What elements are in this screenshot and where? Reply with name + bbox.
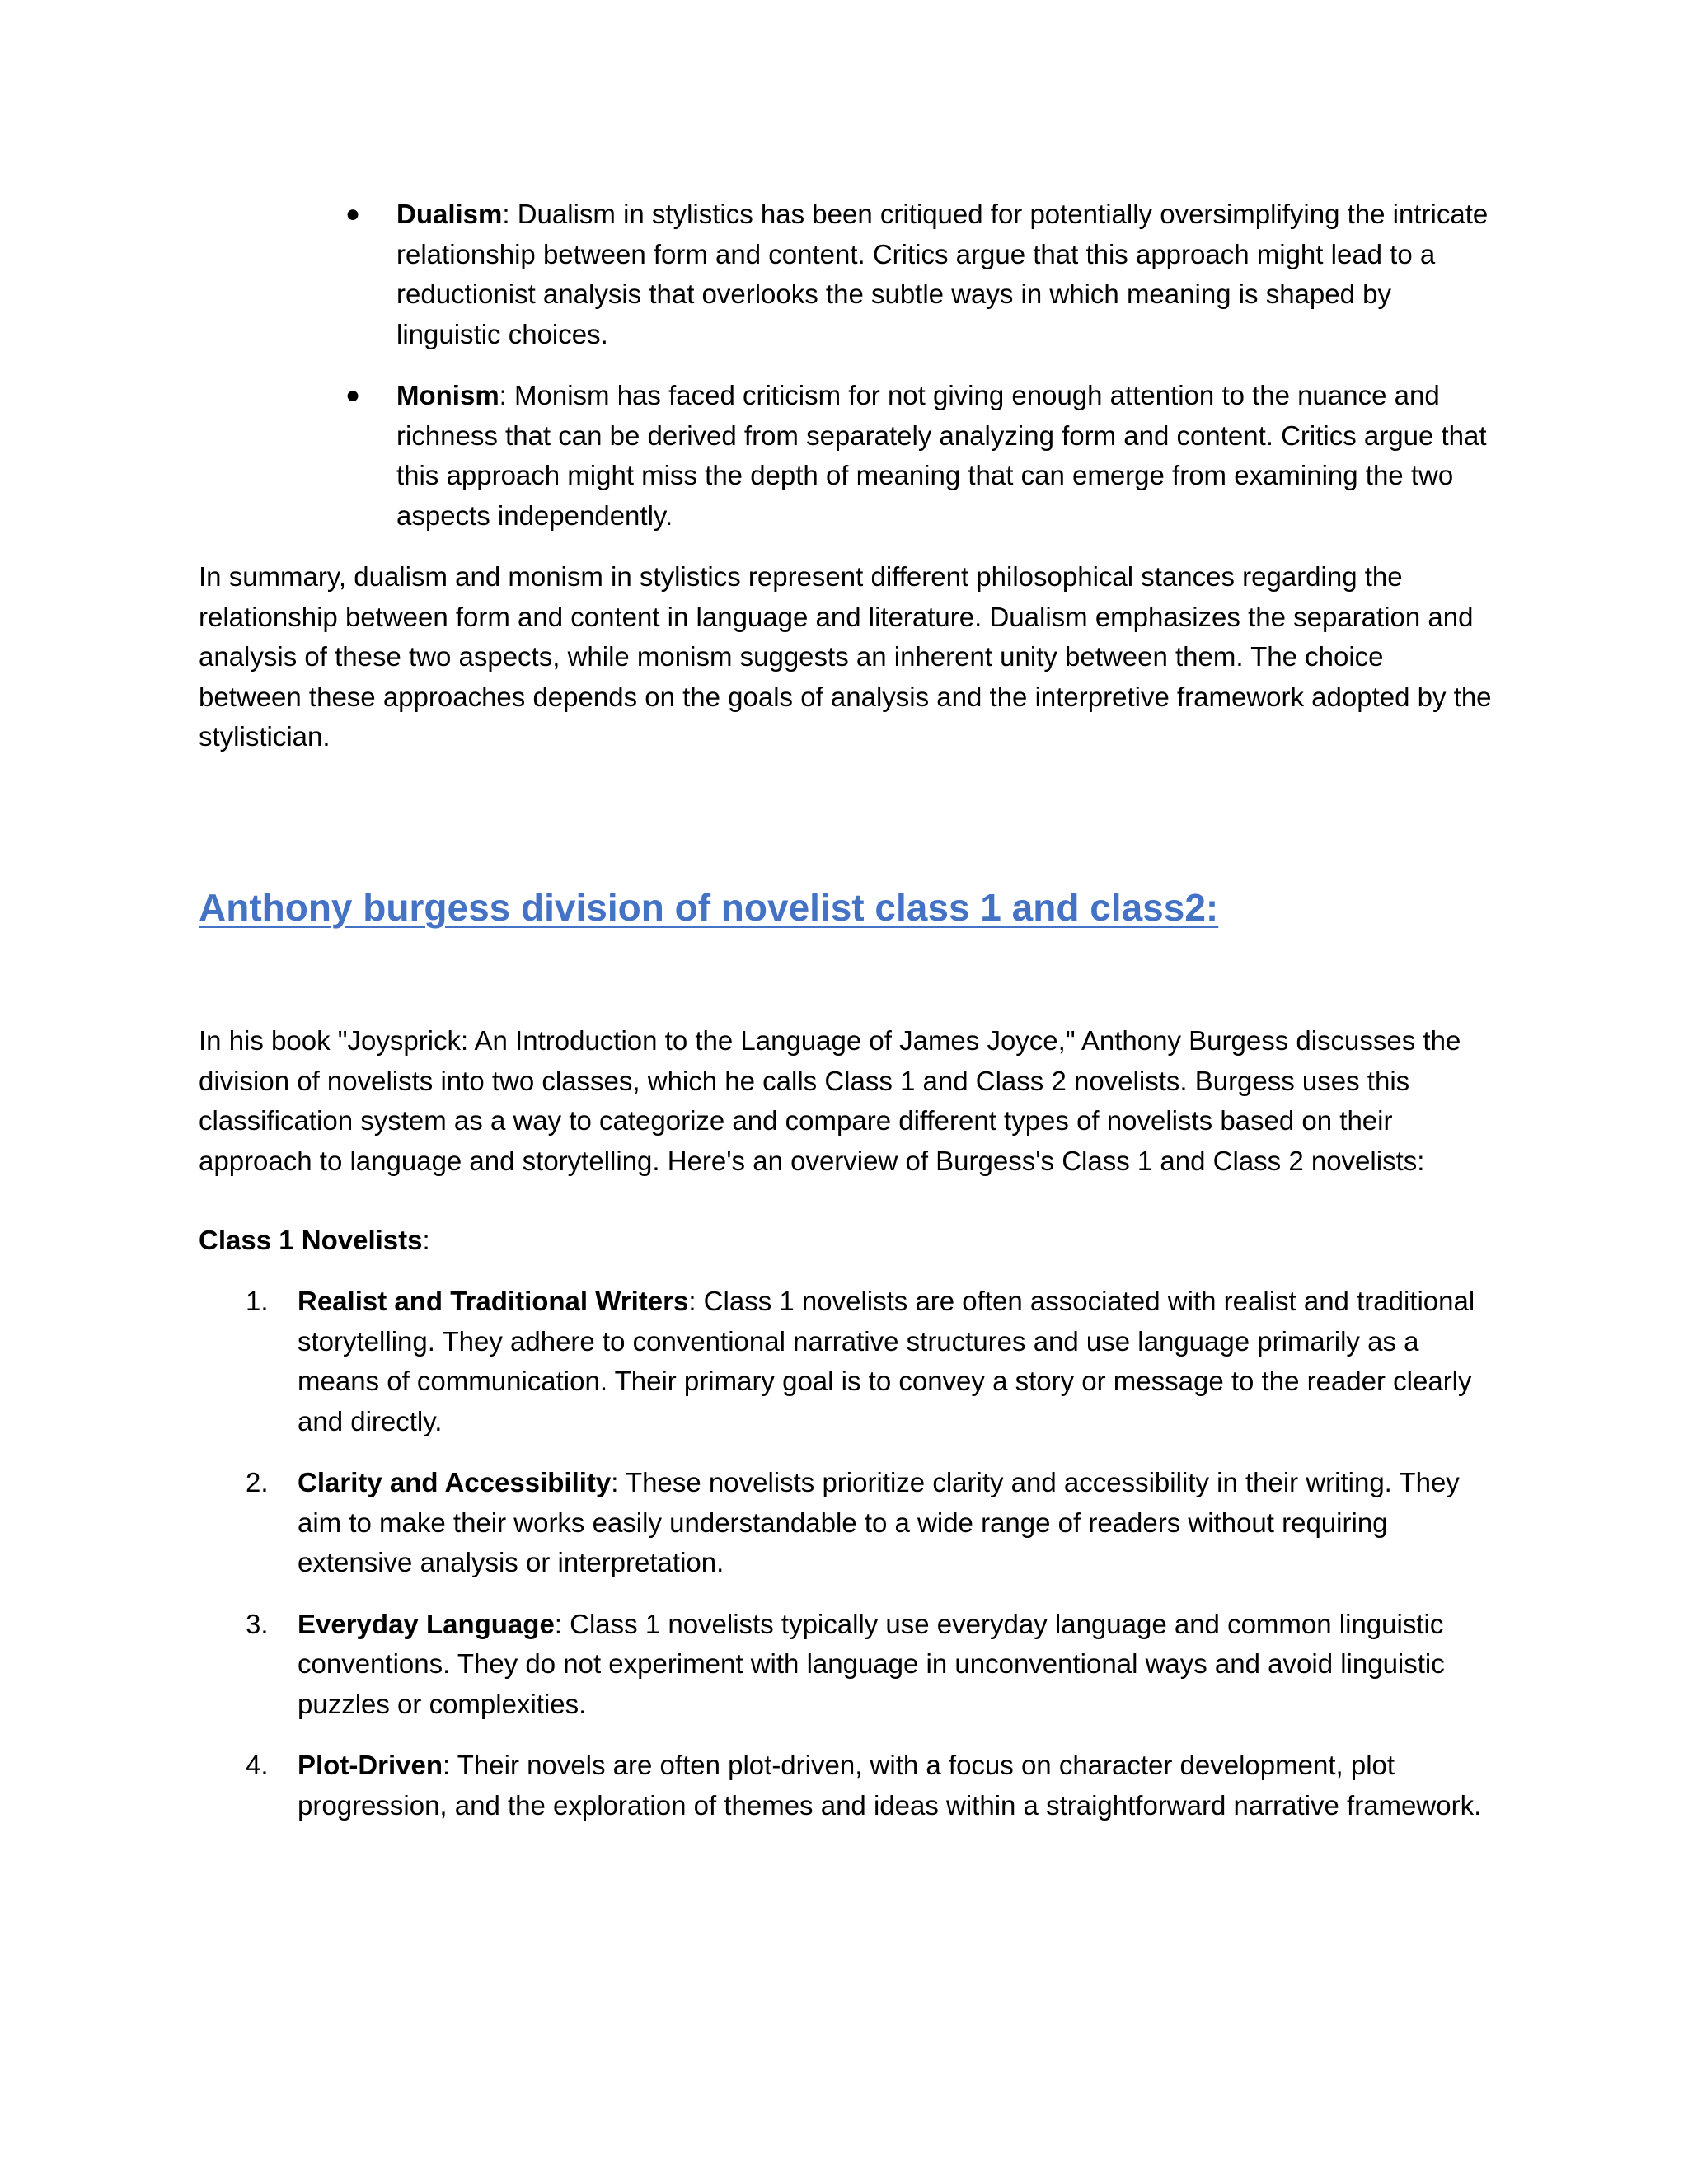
class1-label-colon: : (422, 1225, 430, 1255)
list-item (199, 1605, 1493, 1725)
item-term: Realist and Traditional Writers (298, 1286, 689, 1316)
class1-label-text: Class 1 Novelists (199, 1225, 423, 1255)
class1-numbered-list (199, 1282, 1493, 1847)
summary-paragraph: In summary, dualism and monism in stylistics represent different philosophical stances regarding the relationship between form and content in language and literature. Dualism emphasizes the separation and analysis of these two aspects, while monism suggests an inherent unity between them. The choice between these approaches depends on the goals of analysis and the interpretive framework adopted by the stylistician. (199, 561, 1492, 752)
critique-bullet-list (199, 194, 1493, 536)
item-term: Everyday Language (298, 1608, 555, 1639)
class1-label (199, 1221, 430, 1261)
bullet-term: Monism (396, 380, 499, 410)
list-number: 2. (246, 1467, 269, 1497)
section-heading: Anthony burgess division of novelist class 1 and class2: (199, 886, 1219, 929)
bullet-text: : Dualism in stylistics has been critiqued for potentially oversimplifying the intricate relationship between form and content. Critics argue that this approach might lead to a reductionist analysis that overlooks the subtle ways in which meaning is shaped by linguistic choices. (396, 199, 1489, 349)
list-number: 3. (246, 1608, 269, 1639)
list-item (199, 194, 1493, 354)
list-item (199, 376, 1493, 536)
list-item (199, 1746, 1493, 1825)
bullet-icon: ● (345, 200, 361, 227)
item-text: : Class 1 novelists are often associated with realist and traditional storytelling. They adhere to conventional narrative structures and use language primarily as a means of communication. Their primary goal is to convey a story or message to the reader clearly and directly. (298, 1286, 1475, 1436)
item-term: Plot-Driven (298, 1750, 443, 1780)
intro-paragraph: In his book "Joysprick: An Introduction to the Language of James Joyce," Anthony Burgess discusses the division of novelists into two classes, which he calls Class 1 and Class 2 novelists. Burgess uses this classification system as a way to categorize and compare different types of novelists based on their approach to language and storytelling. Here's an overview of Burgess's Class 1 and Class 2 novelists: (199, 1025, 1461, 1176)
item-text: : Their novels are often plot-driven, with a focus on character development, plot progression, and the exploration of themes and ideas within a straightforward narrative framework. (298, 1750, 1482, 1821)
item-text: : These novelists prioritize clarity and accessibility in their writing. They aim to make their works easily understandable to a wide range of readers without requiring extensive analysis or interpretation. (298, 1467, 1460, 1577)
list-number: 4. (246, 1750, 269, 1780)
item-text: : Class 1 novelists typically use everyday language and common linguistic conventions. They do not experiment with language in unconventional ways and avoid linguistic puzzles or complexities. (298, 1608, 1445, 1719)
bullet-text: : Monism has faced criticism for not giving enough attention to the nuance and richness that can be derived from separately analyzing form and content. Critics argue that this approach might miss the depth of meaning that can emerge from examining the two aspects independently. (396, 380, 1487, 531)
bullet-term: Dualism (396, 199, 503, 229)
list-number: 1. (246, 1286, 269, 1316)
document-page (199, 194, 1493, 1821)
list-item (199, 1463, 1493, 1583)
item-term: Clarity and Accessibility (298, 1467, 612, 1497)
list-item (199, 1282, 1493, 1441)
bullet-icon: ● (345, 382, 361, 409)
